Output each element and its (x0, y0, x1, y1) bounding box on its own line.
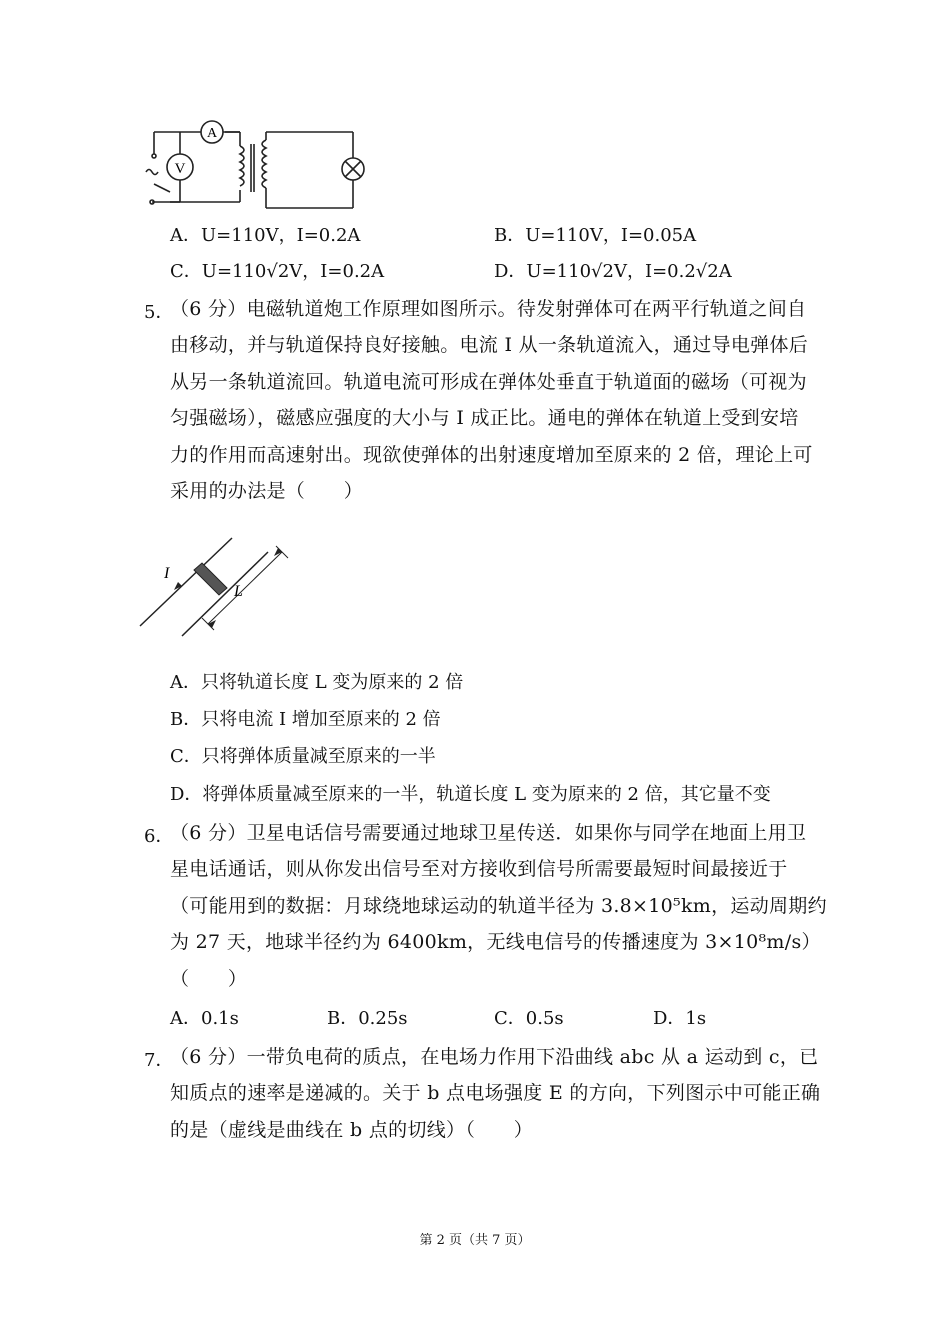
transformer-circuit-figure (140, 118, 380, 218)
q4-option-d: D．U=110√2V，I=0.2√2A (494, 261, 732, 282)
voltmeter-label: V (174, 161, 186, 177)
q6-line-5: （ ） (170, 968, 248, 990)
q6-line-1: （6 分）卫星电话信号需要通过地球卫星传送．如果你与同学在地面上用卫 (170, 822, 807, 844)
ammeter-label: A (206, 126, 218, 141)
q6-option-d: D．1s (653, 1008, 707, 1029)
q5-option-c: C．只将弹体质量减至原来的一半 (170, 746, 436, 767)
q4-option-c: C．U=110√2V，I=0.2A (170, 261, 385, 282)
projectile-block (194, 563, 227, 595)
q6-option-a: A．0.1s (170, 1008, 239, 1029)
q5-line-6: 采用的办法是（ ） (170, 480, 364, 502)
q7-number: 7． (144, 1050, 174, 1071)
q5-line-1: （6 分）电磁轨道炮工作原理如图所示。待发射弹体可在两平行轨道之间自 (170, 298, 807, 320)
page-footer: 第 2 页（共 7 页） (419, 1233, 531, 1248)
q5-number: 5． (144, 302, 174, 323)
q6-line-2: 星电话通话，则从你发出信号至对方接收到信号所需要最短时间最接近于 (170, 858, 788, 880)
railgun-figure (136, 536, 306, 636)
q5-line-5: 力的作用而高速射出。现欲使弹体的出射速度增加至原来的 2 倍，理论上可 (170, 444, 813, 466)
q6-line-3: （可能用到的数据：月球绕地球运动的轨道半径为 3.8×10⁵km，运动周期约 (170, 895, 827, 917)
q5-line-3: 从另一条轨道流回。轨道电流可形成在弹体处垂直于轨道面的磁场（可视为 (170, 371, 807, 393)
q6-line-4: 为 27 天，地球半径约为 6400km，无线电信号的传播速度为 3×10⁸m/s） (170, 931, 821, 953)
q5-line-2: 由移动，并与轨道保持良好接触。电流 I 从一条轨道流入，通过导电弹体后 (170, 334, 809, 356)
q6-option-c: C．0.5s (494, 1008, 564, 1029)
q6-option-b: B．0.25s (327, 1008, 408, 1029)
q5-option-b: B．只将电流 I 增加至原来的 2 倍 (170, 709, 441, 730)
q6-number: 6． (144, 826, 174, 847)
length-label: L (234, 583, 243, 600)
q7-line-3: 的是（虚线是曲线在 b 点的切线）（ ） (170, 1119, 534, 1141)
current-label: I (164, 565, 170, 582)
q7-line-2: 知质点的速率是递减的。关于 b 点电场强度 E 的方向，下列图示中可能正确 (170, 1082, 821, 1104)
q4-option-a: A．U=110V，I=0.2A (170, 225, 361, 246)
q5-option-d: D．将弹体质量减至原来的一半，轨道长度 L 变为原来的 2 倍，其它量不变 (170, 784, 771, 805)
q7-line-1: （6 分）一带负电荷的质点，在电场力作用下沿曲线 abc 从 a 运动到 c，已 (170, 1046, 819, 1068)
q5-option-a: A．只将轨道长度 L 变为原来的 2 倍 (170, 672, 464, 693)
q4-option-b: B．U=110V，I=0.05A (494, 225, 697, 246)
q5-line-4: 匀强磁场），磁感应强度的大小与 I 成正比。通电的弹体在轨道上受到安培 (170, 407, 799, 429)
